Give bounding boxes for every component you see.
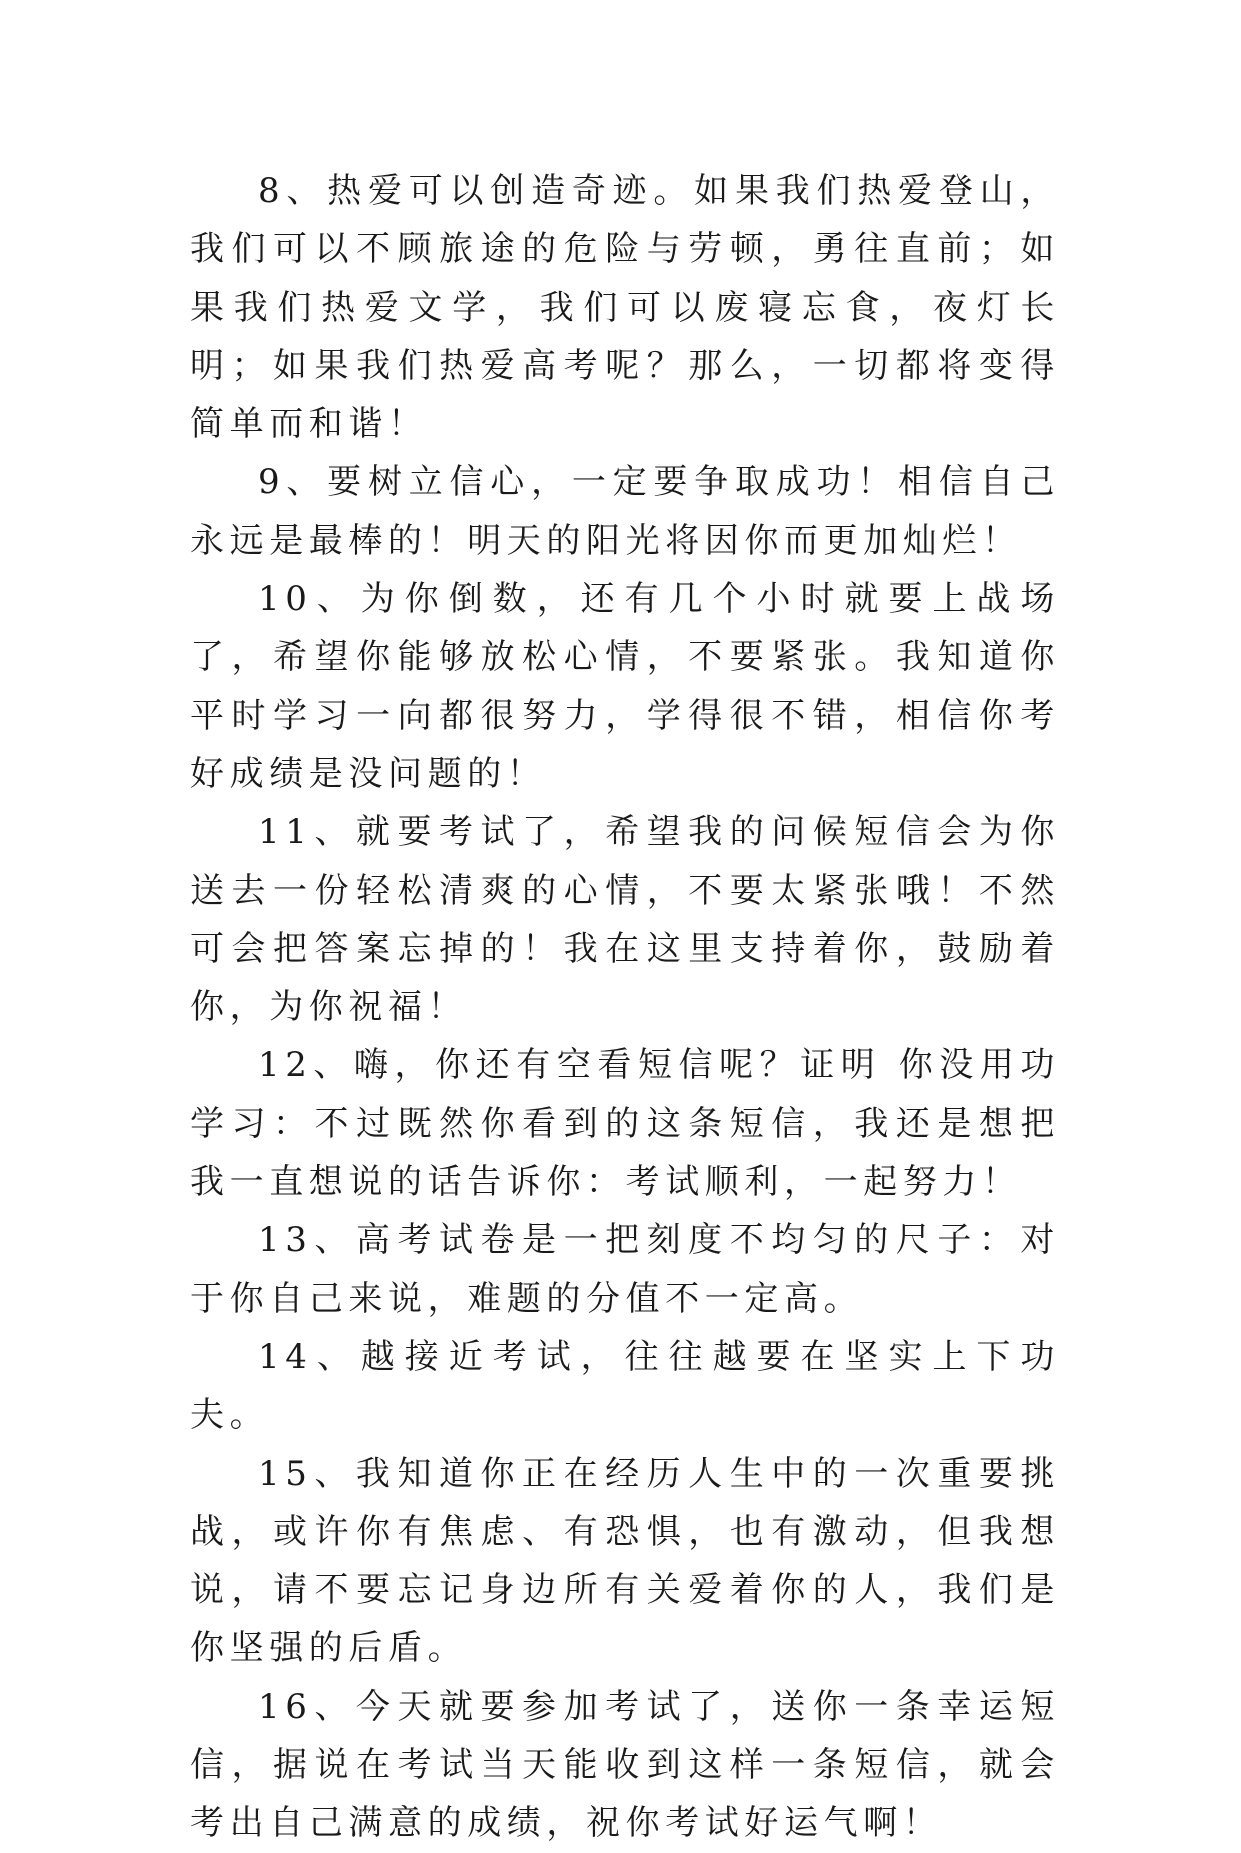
paragraph-9: 9、要树立信心，一定要争取成功！相信自己永远是最棒的！明天的阳光将因你而更加灿烂！ (190, 462, 1060, 561)
paragraph-12: 12、嗨，你还有空看短信呢？证明 你没用功学习：不过既然你看到的这条短信，我还是想把我一直想说的话告诉你：考试顺利，一起努力！ (190, 1045, 1060, 1203)
paragraph-13: 13、高考试卷是一把刻度不均匀的尺子：对于你自己来说，难题的分值不一定高。 (190, 1220, 1060, 1319)
paragraph-10: 10、为你倒数，还有几个小时就要上战场了，希望你能够放松心情，不要紧张。我知道你平时学习一向都很努力，学得很不错，相信你考好成绩是没问题的！ (190, 579, 1060, 794)
paragraph-16: 16、今天就要参加考试了，送你一条幸运短信，据说在考试当天能收到这样一条短信，就会考出自己满意的成绩，祝你考试好运气啊！ (190, 1686, 1060, 1844)
paragraph-8: 8、热爱可以创造奇迹。如果我们热爱登山，我们可以不顾旅途的危险与劳顿，勇往直前；如果我们热爱文学，我们可以废寝忘食，夜灯长明；如果我们热爱高考呢？那么，一切都将变得简单而和谐！ (190, 171, 1060, 445)
document-body (190, 162, 1060, 1853)
paragraph-14: 14、越接近考试，往往越要在坚实上下功夫。 (190, 1336, 1060, 1436)
paragraph-11: 11、就要考试了，希望我的问候短信会为你送去一份轻松清爽的心情，不要太紧张哦！不然可会把答案忘掉的！我在这里支持着你，鼓励着你，为你祝福！ (190, 812, 1060, 1028)
paragraph-15: 15、我知道你正在经历人生中的一次重要挑战，或许你有焦虑、有恐惧，也有激动，但我想说，请不要忘记身边所有关爱着你的人，我们是你坚强的后盾。 (190, 1453, 1060, 1669)
